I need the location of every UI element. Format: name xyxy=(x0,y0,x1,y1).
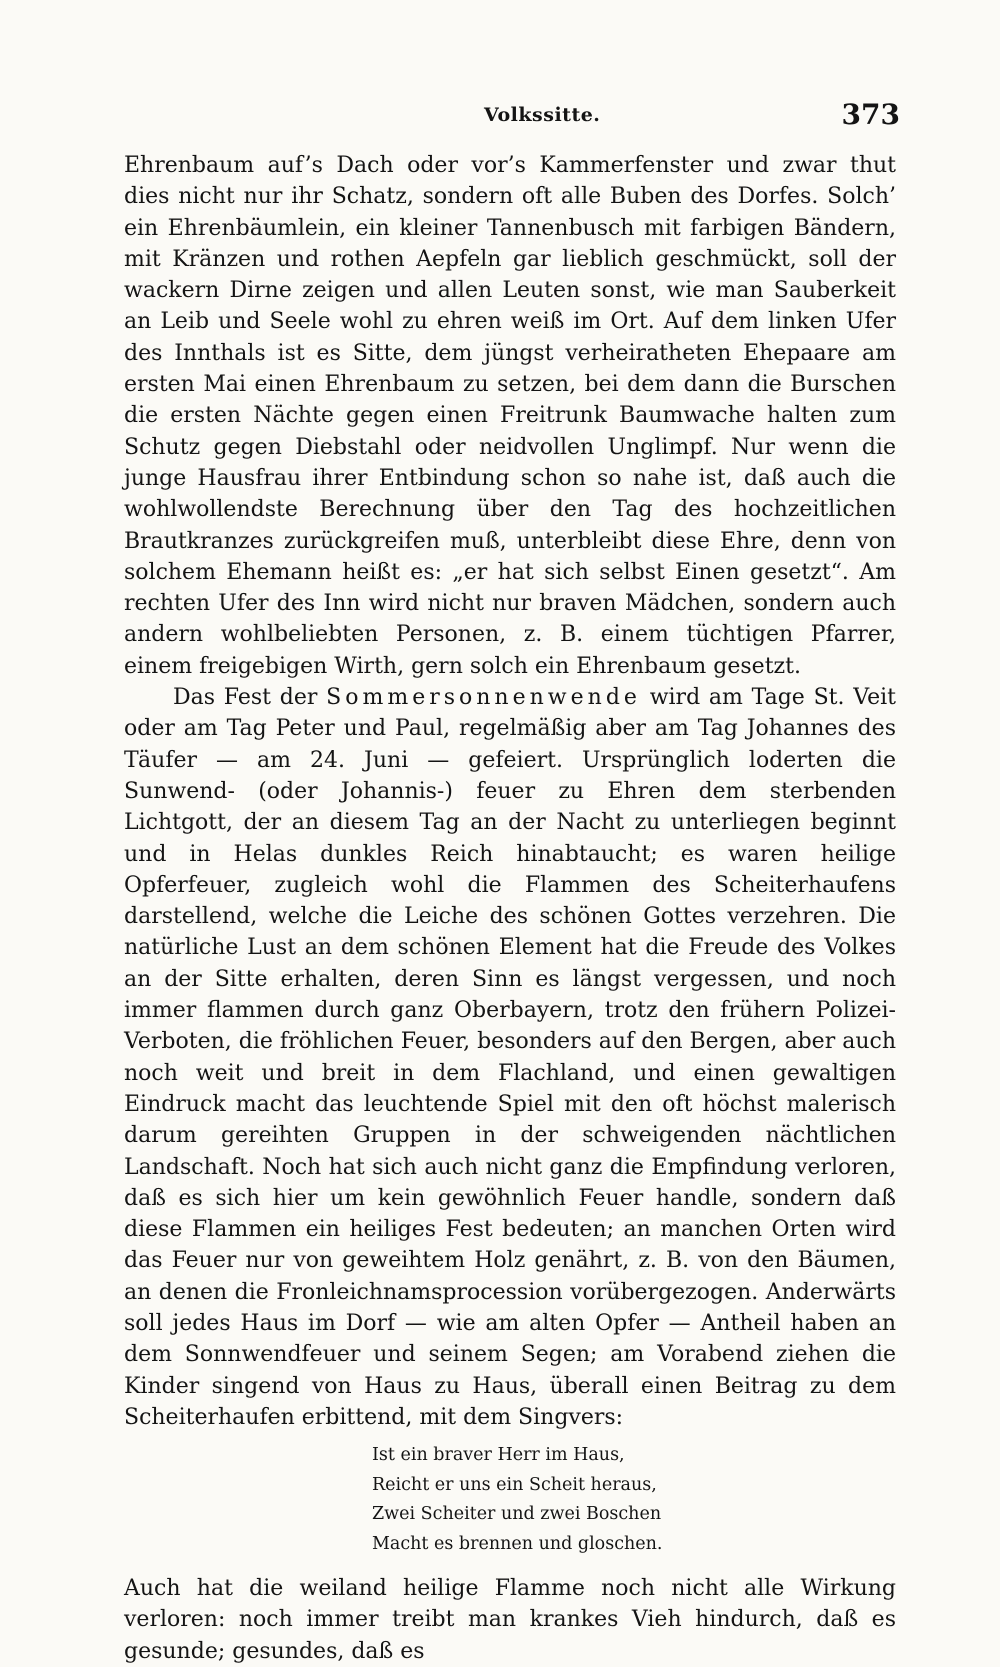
paragraph-sonnwendfeuer xyxy=(124,682,896,1433)
paragraph-heilige-flamme: Auch hat die weiland heilige Flamme noch nicht alle Wirkung verloren: noch immer treibt man krankes Vieh hindurch, daß es gesunde; gesundes, daß es xyxy=(124,1576,896,1664)
verse-line: Macht es brennen und gloschen. xyxy=(372,1533,663,1554)
verse-line: Ist ein braver Herr im Haus, xyxy=(372,1445,625,1466)
verse-line: Reicht er uns ein Scheit heraus, xyxy=(372,1474,657,1495)
verse-line: Zwei Scheiter und zwei Boschen xyxy=(372,1504,662,1525)
paragraph-lead: Das Fest der xyxy=(173,685,318,711)
page-header xyxy=(0,98,1000,138)
body-text xyxy=(124,150,896,1667)
paragraph-rest: wird am Tage St. Veit oder am Tag Peter und Paul, regelmäßig aber am Tag Johannes des Täufer — am 24. Juni — gefeiert. Ursprünglich loderten die Sunwend- (oder Johannis-) feuer zu Ehren dem sterbenden Lichtgott, der an diesem Tag an der Nacht zu unterliegen beginnt und in Helas dunkles Reich hinabtaucht; es waren heilige Opferfeuer, zugleich wohl die Flammen des Scheiterhaufens darstellend, welche die Leiche des schönen Gottes verzehren. Die natürliche Lust an dem schönen Element hat die Freude des Volkes an der Sitte erhalten, deren Sinn es längst vergessen, und noch immer flammen durch ganz Oberbayern, trotz den frühern Polizei-Verboten, die fröhlichen Feuer, besonders auf den Bergen, aber auch noch weit und breit in dem Flachland, und einen gewaltigen Eindruck macht das leuchtende Spiel mit den oft höchst malerisch darum gereihten Gruppen in der schweigenden nächtlichen Landschaft. Noch hat sich auch nicht ganz die Empfindung verloren, daß es sich hier um kein gewöhnlich Feuer handle, sondern daß diese Flammen ein heiliges Fest bedeuten; an manchen Orten wird das Feuer nur von geweihtem Holz genährt, z. B. von den Bäumen, an denen die Fronleichnamsprocession vorübergezogen. Anderwärts soll jedes Haus im Dorf — wie am alten Opfer — Antheil haben an dem Sonnwendfeuer und seinem Segen; am Vorabend ziehen die Kinder singend von Haus zu Haus, überall einen Beitrag zu dem Scheiterhaufen erbittend, mit dem Singvers: xyxy=(124,685,896,1430)
page-number: 373 xyxy=(841,98,900,131)
paragraph-ehrenbaum: Ehrenbaum auf’s Dach oder vor’s Kammerfenster und zwar thut dies nicht nur ihr Schatz, sondern oft alle Buben des Dorfes. Solch’ ein Ehrenbäumlein, ein kleiner Tannenbusch mit farbigen Bändern, mit Kränzen und rothen Aepfeln gar lieblich geschmückt, soll der wackern Dirne zeigen und allen Leuten sonst, wie man Sauberkeit an Leib und Seele wohl zu ehren weiß im Ort. Auf dem linken Ufer des Innthals ist es Sitte, dem jüngst verheiratheten Ehepaare am ersten Mai einen Ehrenbaum zu setzen, bei dem dann die Burschen die ersten Nächte gegen einen Freitrunk Baumwache halten zum Schutz gegen Diebstahl oder neidvollen Unglimpf. Nur wenn die junge Hausfrau ihrer Entbindung schon so nahe ist, daß auch die wohlwollendste Berechnung über den Tag des hochzeitlichen Brautkranzes zurückgreifen muß, unterbleibt diese Ehre, denn von solchem Ehemann heißt es: „er hat sich selbst Einen gesetzt“. Am rechten Ufer des Inn wird nicht nur braven Mädchen, sondern auch andern wohlbeliebten Personen, z. B. einem tüchtigen Pfarrer, einem freigebigen Wirth, gern solch ein Ehrenbaum gesetzt. xyxy=(124,153,896,679)
running-head: Volkssitte. xyxy=(484,104,601,126)
verse-block xyxy=(372,1441,896,1559)
spaced-term: Sommersonnenwende xyxy=(326,685,641,711)
